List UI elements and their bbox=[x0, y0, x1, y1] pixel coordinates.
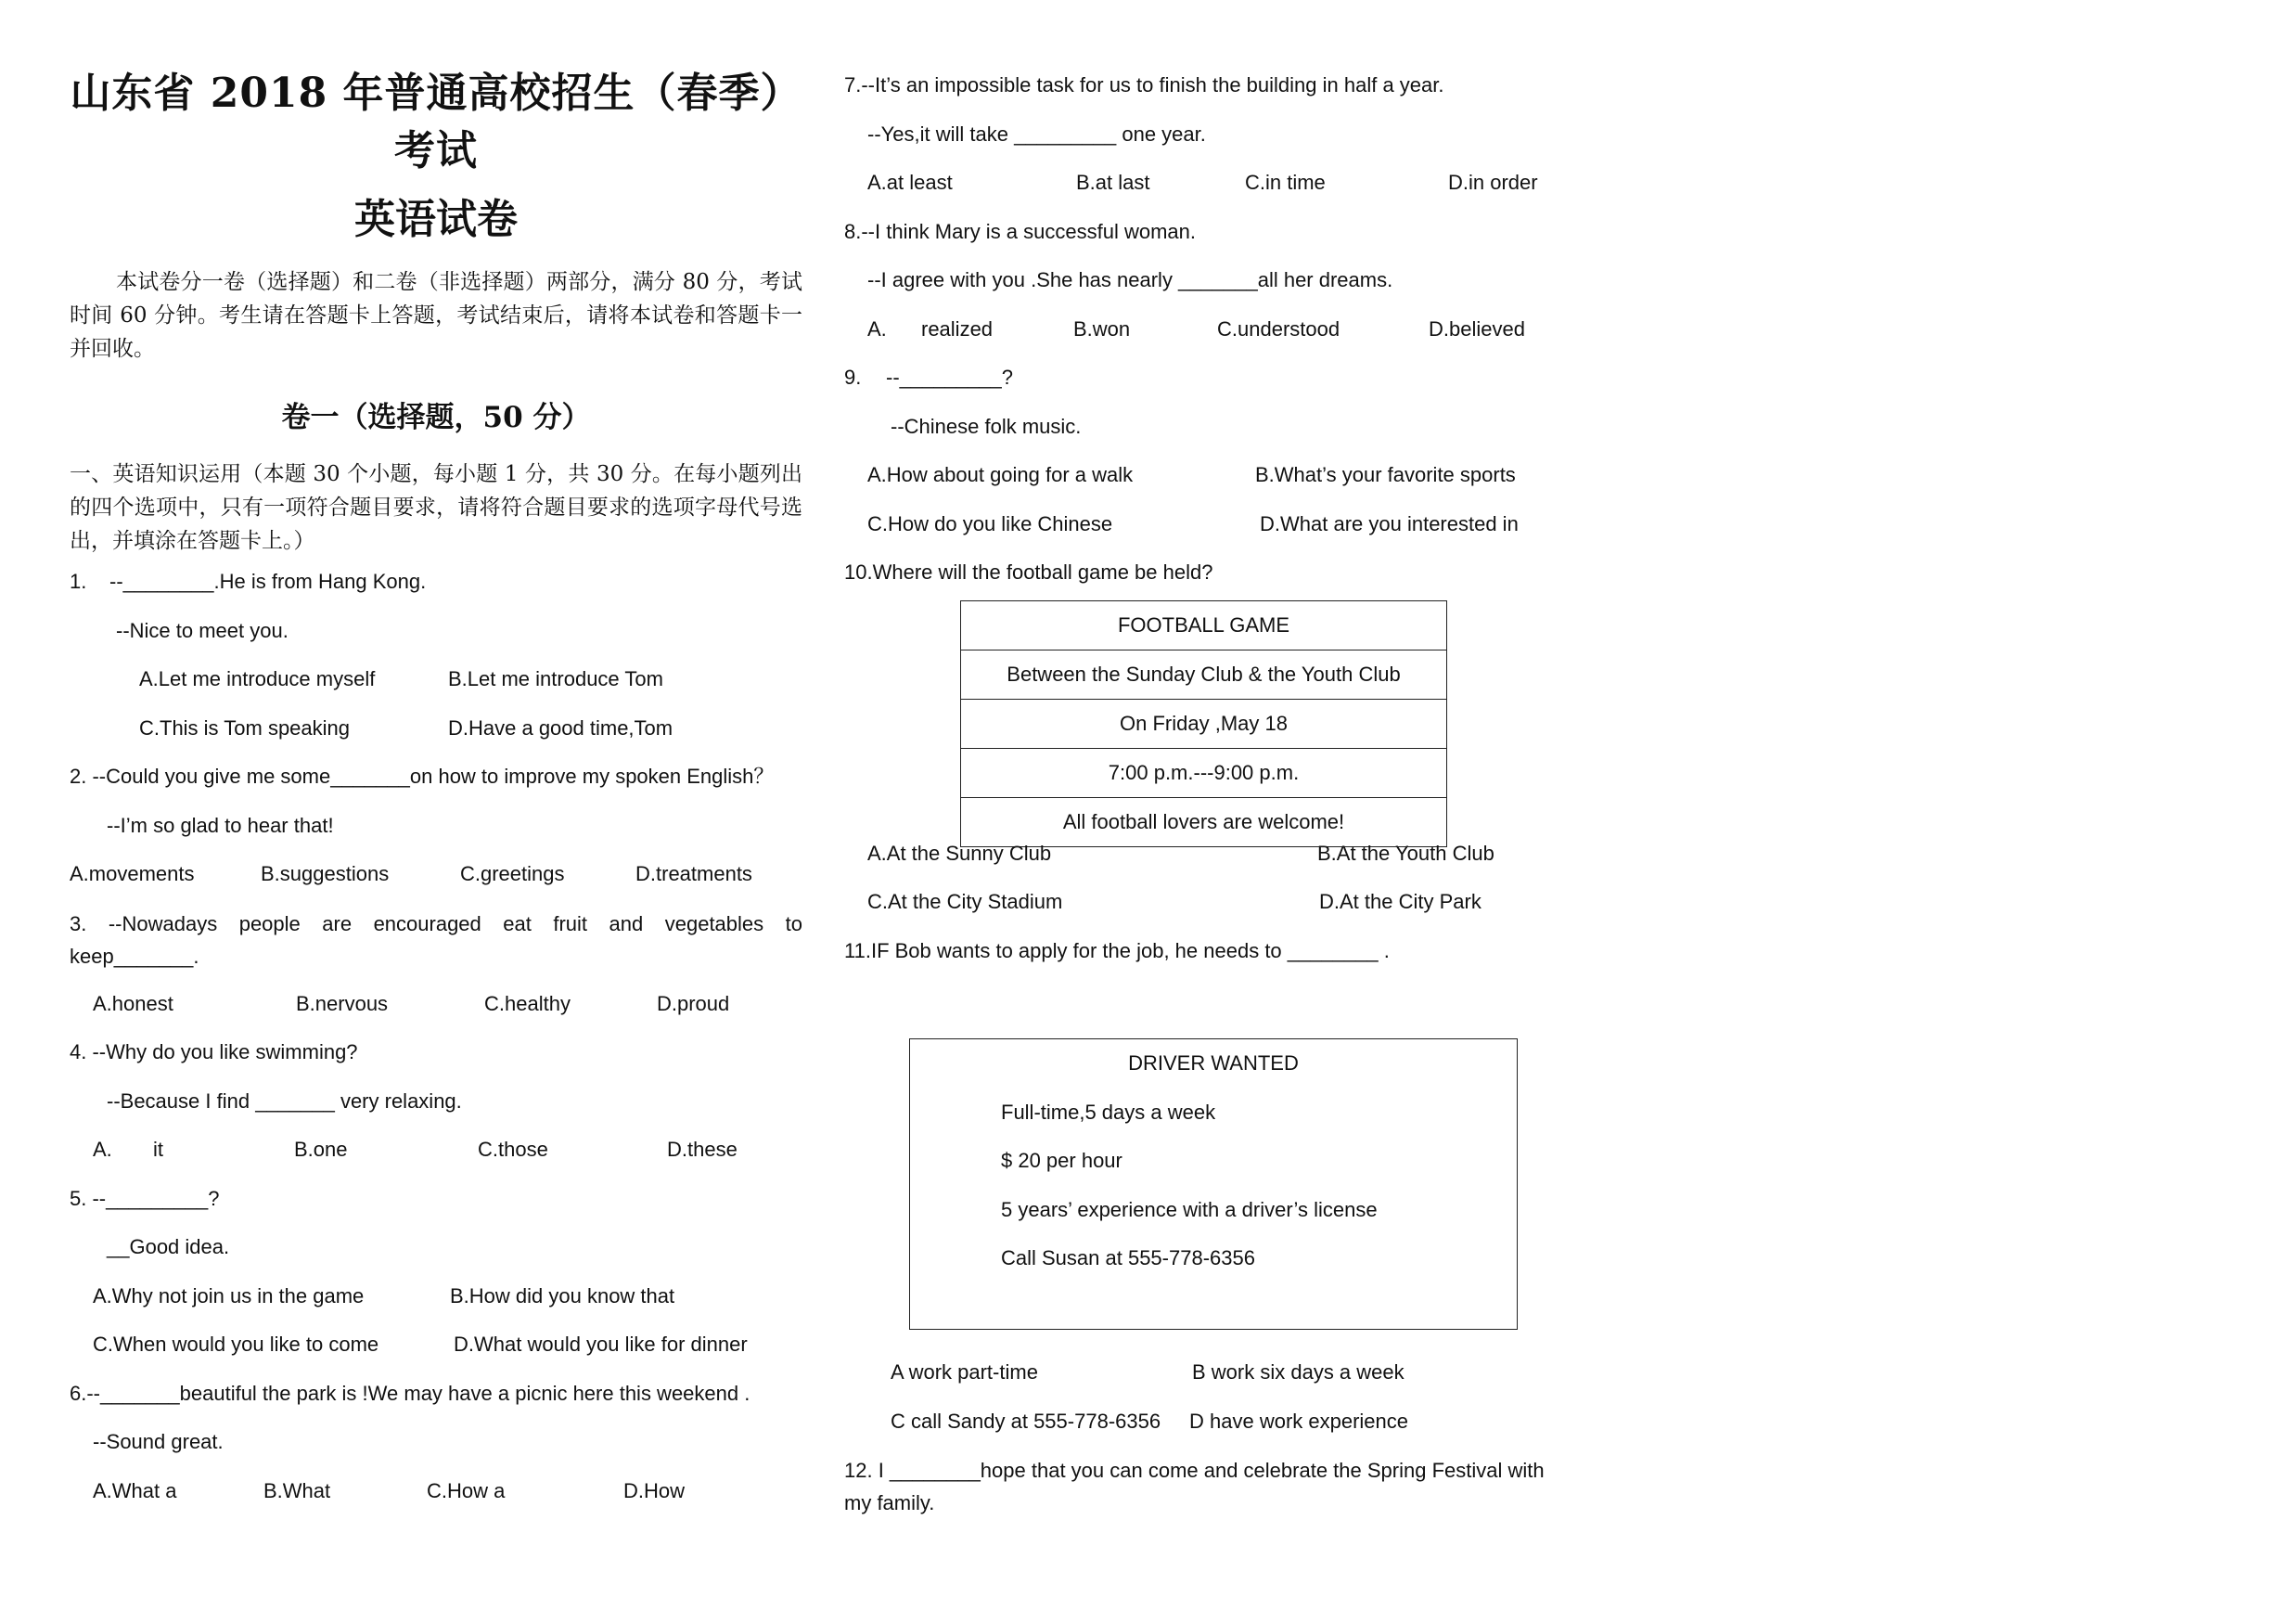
question-stem: 6.--_______beautiful the park is !We may have a picnic here this weekend . bbox=[70, 1381, 750, 1405]
question-stem: 8.--I think Mary is a successful woman. bbox=[844, 219, 1197, 243]
reply-text: --Nice to meet you. bbox=[116, 618, 289, 642]
question-stem: --________.He is from Hang Kong. bbox=[109, 570, 427, 593]
question-stem: 3. --Nowadays people are encouraged eat fruit and vegetables to bbox=[70, 911, 802, 935]
page-title: 山东省 2018 年普通高校招生（春季） bbox=[70, 70, 802, 117]
question-1-reply bbox=[70, 607, 802, 656]
reply-text: --Because I find _______ very relaxing. bbox=[107, 1088, 462, 1113]
question-8 bbox=[844, 208, 1586, 257]
question-11-options-ab bbox=[844, 1348, 1586, 1398]
option-c[interactable]: C.healthy bbox=[484, 991, 571, 1015]
ad-heading: DRIVER WANTED bbox=[1128, 1051, 1299, 1075]
question-4 bbox=[70, 1028, 802, 1077]
question-7-reply bbox=[844, 110, 1586, 160]
question-1-options-cd bbox=[70, 704, 802, 754]
section-heading: 卷一（选择题，50 分） bbox=[281, 401, 591, 434]
right-column bbox=[844, 65, 1586, 1526]
option-c[interactable]: C.When would you like to come bbox=[93, 1333, 379, 1356]
option-a[interactable]: A.At the Sunny Club bbox=[867, 841, 1052, 865]
question-5-options-ab bbox=[70, 1272, 802, 1321]
option-b[interactable]: B.suggestions bbox=[261, 862, 390, 885]
question-9-options-cd bbox=[844, 500, 1586, 549]
option-a-text[interactable]: it bbox=[153, 1138, 163, 1161]
question-8-options bbox=[844, 305, 1586, 354]
question-stem: 10.Where will the football game be held? bbox=[844, 560, 1213, 584]
notice-row: All football lovers are welcome! bbox=[961, 797, 1447, 846]
option-d[interactable]: D.How bbox=[623, 1478, 686, 1502]
reply-text: __Good idea. bbox=[107, 1235, 230, 1258]
option-b[interactable]: B.What’s your favorite sports bbox=[1255, 463, 1516, 486]
option-a[interactable]: A.How about going for a walk bbox=[867, 463, 1134, 486]
page-title-line2: 考试 bbox=[394, 127, 478, 174]
ad-line: 5 years’ experience with a driver’s license bbox=[1001, 1197, 1378, 1221]
question-9 bbox=[844, 354, 1586, 403]
question-number: 9. bbox=[844, 366, 862, 389]
question-11 bbox=[844, 927, 1586, 976]
exam-intro: 本试卷分一卷（选择题）和二卷（非选择题）两部分，满分 80 分，考试时间 60 分钟。考生请在答题卡上答题，考试结束后，请将本试卷和答题卡一并回收。 bbox=[70, 270, 802, 361]
question-5-options-cd bbox=[70, 1320, 802, 1370]
option-b[interactable]: B.one bbox=[294, 1138, 348, 1161]
option-a-letter[interactable]: A. bbox=[867, 316, 887, 341]
ad-line: Call Susan at 555-778-6356 bbox=[1001, 1246, 1255, 1269]
section-instruction: 一、英语知识运用（本题 30 个小题，每小题 1 分，共 30 分。在每小题列出的四个选项中，只有一项符合题目要求，请将符合题目要求的选项字母代号选出，并填涂在答题卡上。） bbox=[70, 462, 802, 553]
option-d[interactable]: D.proud bbox=[657, 991, 730, 1015]
notice-row: FOOTBALL GAME bbox=[961, 600, 1447, 650]
driver-ad bbox=[909, 1038, 1518, 1330]
reply-text: --Chinese folk music. bbox=[891, 414, 1082, 438]
ad-line: Full-time,5 days a week bbox=[1001, 1100, 1216, 1124]
question-stem: 2. --Could you give me some_______on how to improve my spoken English？ bbox=[70, 765, 775, 788]
option-a[interactable]: A.movements bbox=[70, 862, 195, 885]
reply-text: --I agree with you .She has nearly _______all her dreams. bbox=[867, 268, 1393, 291]
option-b[interactable]: B.How did you know that bbox=[450, 1283, 675, 1307]
question-2-options bbox=[70, 850, 802, 899]
reply-text: --Yes,it will take _________ one year. bbox=[867, 122, 1206, 146]
question-stem: 11.IF Bob wants to apply for the job, he needs to ________ . bbox=[844, 938, 1390, 962]
option-b[interactable]: B.won bbox=[1073, 316, 1131, 341]
option-b[interactable]: B.at last bbox=[1076, 171, 1150, 194]
question-1-options-ab bbox=[70, 655, 802, 704]
question-stem: --_________? bbox=[886, 366, 1014, 389]
question-4-reply bbox=[70, 1077, 802, 1127]
notice-row: On Friday ,May 18 bbox=[961, 699, 1447, 748]
option-d[interactable]: D.treatments bbox=[635, 862, 752, 885]
option-c[interactable]: C.How do you like Chinese bbox=[867, 511, 1113, 535]
left-column bbox=[70, 65, 802, 1515]
option-d[interactable]: D.believed bbox=[1429, 316, 1525, 341]
question-6-reply bbox=[70, 1418, 802, 1467]
question-stem: 7.--It’s an impossible task for us to finish the building in half a year. bbox=[844, 73, 1444, 97]
option-d[interactable]: D.At the City Park bbox=[1319, 890, 1481, 913]
option-a[interactable]: A.Let me introduce myself bbox=[139, 667, 376, 690]
option-d[interactable]: D.What are you interested in bbox=[1260, 511, 1519, 535]
notice-row: 7:00 p.m.---9:00 p.m. bbox=[961, 748, 1447, 797]
option-c[interactable]: C call Sandy at 555-778-6356 bbox=[891, 1409, 1161, 1433]
question-stem: 5. --_________? bbox=[70, 1186, 220, 1210]
question-stem-cont: keep_______. bbox=[70, 944, 199, 968]
option-c[interactable]: C.How a bbox=[427, 1478, 506, 1502]
question-stem: 12. I ________hope that you can come and celebrate the Spring Festival with bbox=[844, 1459, 1545, 1482]
option-a-text[interactable]: realized bbox=[921, 316, 994, 341]
option-c[interactable]: C.understood bbox=[1217, 316, 1340, 341]
question-number: 1. bbox=[70, 570, 87, 593]
option-a-letter[interactable]: A. bbox=[93, 1138, 112, 1161]
ad-line: $ 20 per hour bbox=[1001, 1149, 1122, 1172]
reply-text: --Sound great. bbox=[93, 1430, 224, 1453]
question-5 bbox=[70, 1175, 802, 1224]
question-stem-cont: my family. bbox=[844, 1491, 935, 1514]
question-3 bbox=[70, 899, 802, 980]
option-b[interactable]: B work six days a week bbox=[1192, 1360, 1405, 1384]
option-a[interactable]: A work part-time bbox=[891, 1360, 1038, 1384]
question-11-options-cd bbox=[844, 1398, 1586, 1447]
option-a[interactable]: A.at least bbox=[867, 171, 953, 194]
question-stem: 4. --Why do you like swimming? bbox=[70, 1040, 358, 1063]
question-7-options bbox=[844, 159, 1586, 208]
question-5-reply bbox=[70, 1223, 802, 1272]
football-notice-area bbox=[844, 598, 1586, 848]
question-10 bbox=[844, 548, 1586, 598]
option-c[interactable]: C.those bbox=[478, 1138, 548, 1161]
question-4-options bbox=[70, 1126, 802, 1175]
question-1 bbox=[70, 558, 802, 607]
option-a[interactable]: A.What a bbox=[93, 1478, 177, 1502]
option-b[interactable]: B.Let me introduce Tom bbox=[448, 667, 663, 690]
option-c[interactable]: C.in time bbox=[1245, 171, 1326, 194]
option-b[interactable]: B.At the Youth Club bbox=[1317, 841, 1494, 865]
question-2 bbox=[70, 753, 802, 802]
question-10-options-cd bbox=[844, 878, 1586, 927]
subject-title: 英语试卷 bbox=[354, 196, 518, 243]
option-a[interactable]: A.honest bbox=[93, 991, 173, 1015]
question-8-reply bbox=[844, 256, 1586, 305]
option-d[interactable]: D.What would you like for dinner bbox=[454, 1333, 748, 1356]
reply-text: --I’m so glad to hear that! bbox=[107, 813, 334, 837]
option-c[interactable]: C.greetings bbox=[460, 862, 565, 885]
question-9-reply bbox=[844, 403, 1586, 452]
notice-row: Between the Sunday Club & the Youth Club bbox=[961, 650, 1447, 699]
football-notice bbox=[960, 600, 1447, 847]
option-a[interactable]: A.Why not join us in the game bbox=[93, 1283, 365, 1307]
option-c[interactable]: C.This is Tom speaking bbox=[139, 715, 351, 740]
option-b[interactable]: B.What bbox=[263, 1478, 331, 1502]
option-b[interactable]: B.nervous bbox=[296, 991, 389, 1015]
question-3-options bbox=[70, 980, 802, 1029]
question-6-options bbox=[70, 1467, 802, 1516]
option-c[interactable]: C.At the City Stadium bbox=[867, 890, 1063, 913]
option-d[interactable]: D have work experience bbox=[1189, 1409, 1409, 1433]
option-d[interactable]: D.Have a good time,Tom bbox=[448, 715, 673, 740]
question-10-options-ab bbox=[844, 830, 1586, 879]
question-6 bbox=[70, 1370, 802, 1419]
option-d[interactable]: D.in order bbox=[1448, 171, 1538, 194]
option-d[interactable]: D.these bbox=[667, 1138, 738, 1161]
driver-ad-area bbox=[844, 975, 1586, 1348]
question-9-options-ab bbox=[844, 451, 1586, 500]
question-7 bbox=[844, 61, 1586, 110]
question-2-reply bbox=[70, 802, 802, 851]
question-12 bbox=[844, 1446, 1586, 1526]
